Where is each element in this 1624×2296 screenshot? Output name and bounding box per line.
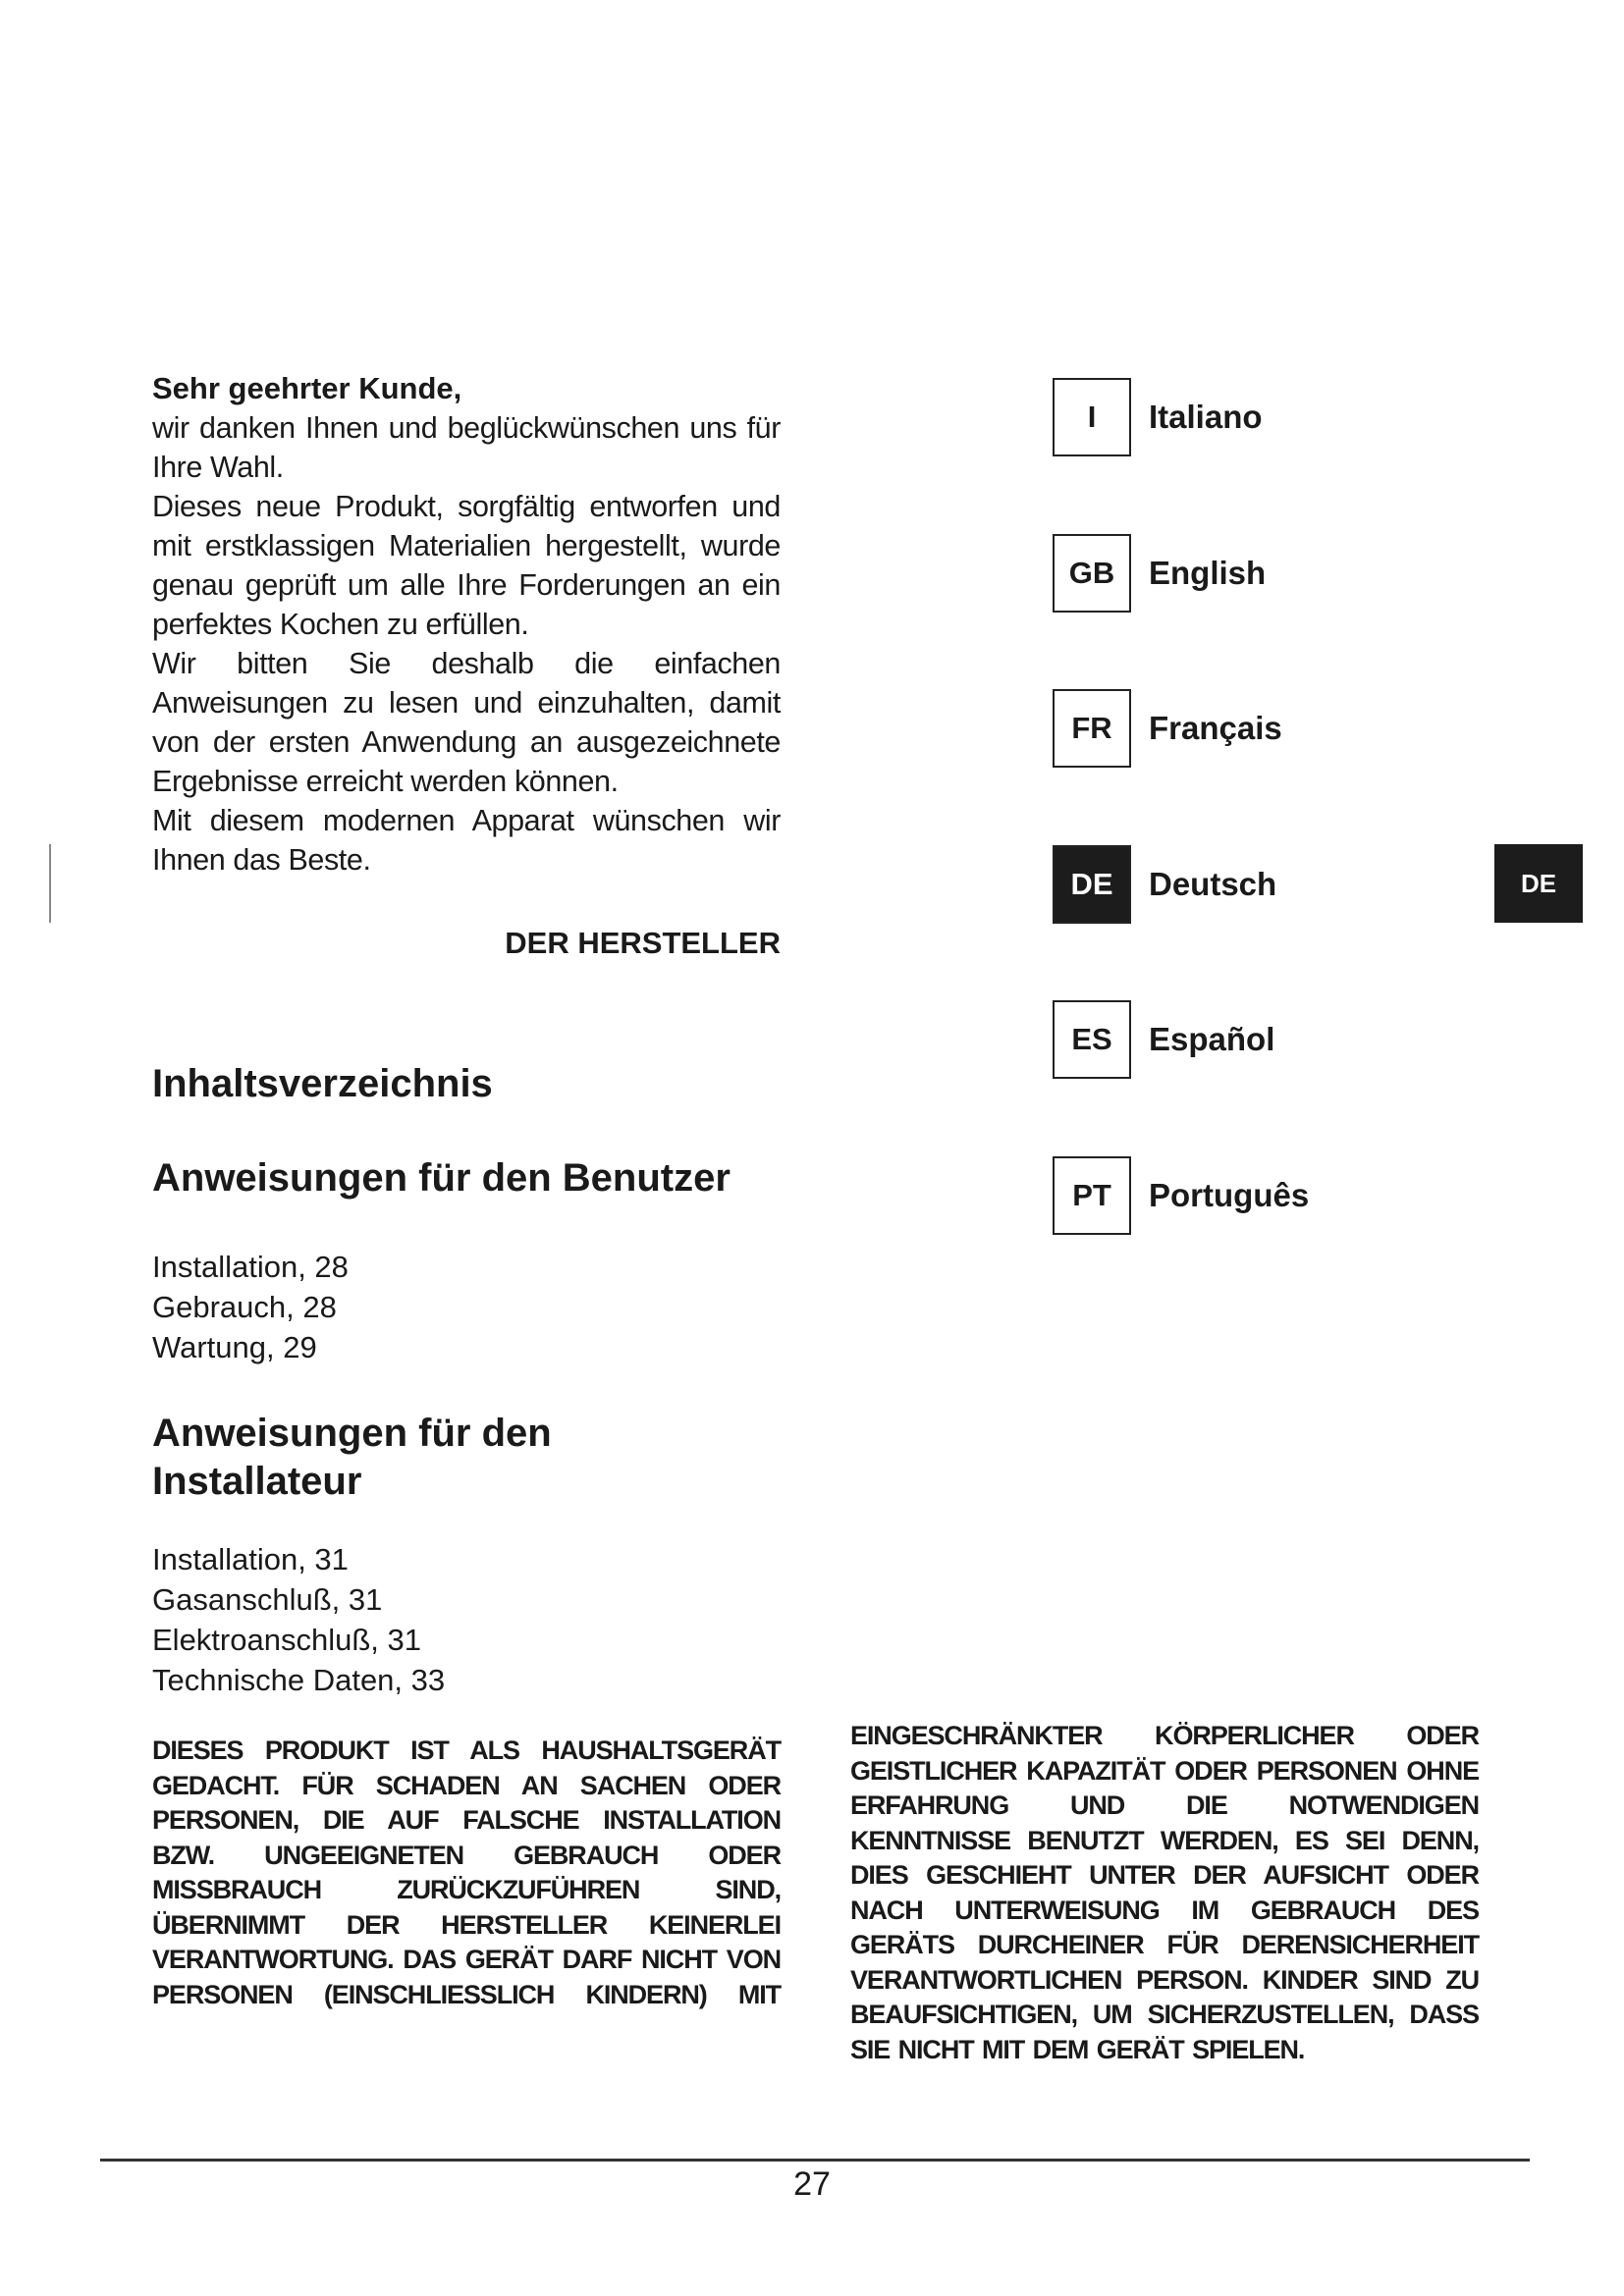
language-code-badge: DE <box>1053 845 1131 924</box>
language-italiano[interactable] <box>1053 378 1445 456</box>
language-name: Italiano <box>1149 399 1263 435</box>
toc-section-user-title-line: Anweisungen für den Benutzer <box>152 1156 731 1200</box>
toc-item[interactable]: Installation, 28 <box>152 1250 349 1284</box>
toc-item[interactable]: Wartung, 29 <box>152 1330 317 1364</box>
intro-paragraph-4: Mit diesem modernen Apparat wünschen wir Ihnen das Beste. <box>152 804 781 877</box>
toc-section-installer-title <box>152 1410 552 1506</box>
language-code-badge: FR <box>1053 689 1131 768</box>
toc-section-installer-title-line-1: Anweisungen für den <box>152 1412 552 1455</box>
intro-letter <box>152 369 781 880</box>
intro-paragraph-1: wir danken Ihnen und beglückwünschen uns für Ihre Wahl. <box>152 411 781 484</box>
language-name: Deutsch <box>1149 866 1277 902</box>
toc-title: Inhaltsverzeichnis <box>152 1062 493 1105</box>
page-edge-mark <box>49 844 51 923</box>
toc-section-user-title <box>152 1154 731 1202</box>
intro-paragraph-2: Dieses neue Produkt, sorgfältig entworfen und mit erstklassigen Materialien hergestellt, wurde genau geprüft um alle Ihre Forderungen an ein perfektes Kochen zu erfüllen. <box>152 490 781 641</box>
intro-paragraph-3: Wir bitten Sie deshalb die einfachen Anweisungen zu lesen und einzuhalten, damit von der ersten Anwendung an ausgezeichnete Ergebnisse erreicht werden können. <box>152 647 781 798</box>
language-portugues[interactable] <box>1053 1156 1445 1235</box>
language-name: Português <box>1149 1177 1310 1213</box>
language-espanol[interactable] <box>1053 1000 1445 1079</box>
language-side-tab[interactable]: DE <box>1494 844 1583 923</box>
language-code-badge: GB <box>1053 534 1131 613</box>
language-name: Français <box>1149 710 1282 746</box>
toc-item[interactable]: Technische Daten, 33 <box>152 1663 446 1697</box>
language-deutsch[interactable] <box>1053 845 1445 924</box>
language-code-badge: ES <box>1053 1000 1131 1079</box>
toc-item[interactable]: Installation, 31 <box>152 1542 349 1576</box>
warning-text-left: DIESES PRODUKT IST ALS HAUSHALTSGERÄT GEDACHT. FÜR SCHADEN AN SACHEN ODER PERSONEN, DIE AUF FALSCHE INSTALLATION BZW. UNGEEIGNETEN GEBRAUCH ODER MISSBRAUCH ZURÜCKZUFÜHREN SIND, ÜBERNIMMT DER HERSTELLER KEINERLEI VERANTWORTUNG. DAS GERÄT DARF NICHT VON PERSONEN (EINSCHLIESSLICH KINDERN) MIT <box>152 1735 781 2009</box>
language-english[interactable] <box>1053 534 1445 613</box>
toc-section-installer-title-line-2: Installateur <box>152 1460 362 1503</box>
language-code-badge: I <box>1053 378 1131 456</box>
footer-rule <box>100 2159 1530 2162</box>
toc-item[interactable]: Elektroanschluß, 31 <box>152 1623 421 1657</box>
language-name: English <box>1149 555 1267 591</box>
language-code-badge: PT <box>1053 1156 1131 1235</box>
page-number: 27 <box>793 2165 831 2203</box>
toc-section-installer-list <box>152 1539 445 1700</box>
manufacturer-signature: DER HERSTELLER <box>505 926 781 960</box>
language-francais[interactable] <box>1053 689 1445 768</box>
toc-item[interactable]: Gebrauch, 28 <box>152 1290 337 1324</box>
toc-item[interactable]: Gasanschluß, 31 <box>152 1582 383 1617</box>
warning-text-right: EINGESCHRÄNKTER KÖRPERLICHER ODER GEISTLICHER KAPAZITÄT ODER PERSONEN OHNE ERFAHRUNG UND DIE NOTWENDIGEN KENNTNISSE BENUTZT WERDEN, ES SEI DENN, DIES GESCHIEHT UNTER DER AUFSICHT ODER NACH UNTERWEISUNG IM GEBRAUCH DES GERÄTS DURCHEINER FÜR DERENSICHERHEIT VERANTWORTLICHEN PERSON. KINDER SIND ZU BEAUFSICHTIGEN, UM SICHERZUSTELLEN, DASS SIE NICHT MIT DEM GERÄT SPIELEN. <box>850 1721 1479 2064</box>
toc-section-user-list <box>152 1247 349 1367</box>
language-name: Español <box>1149 1021 1275 1057</box>
greeting: Sehr geehrter Kunde, <box>152 371 462 405</box>
